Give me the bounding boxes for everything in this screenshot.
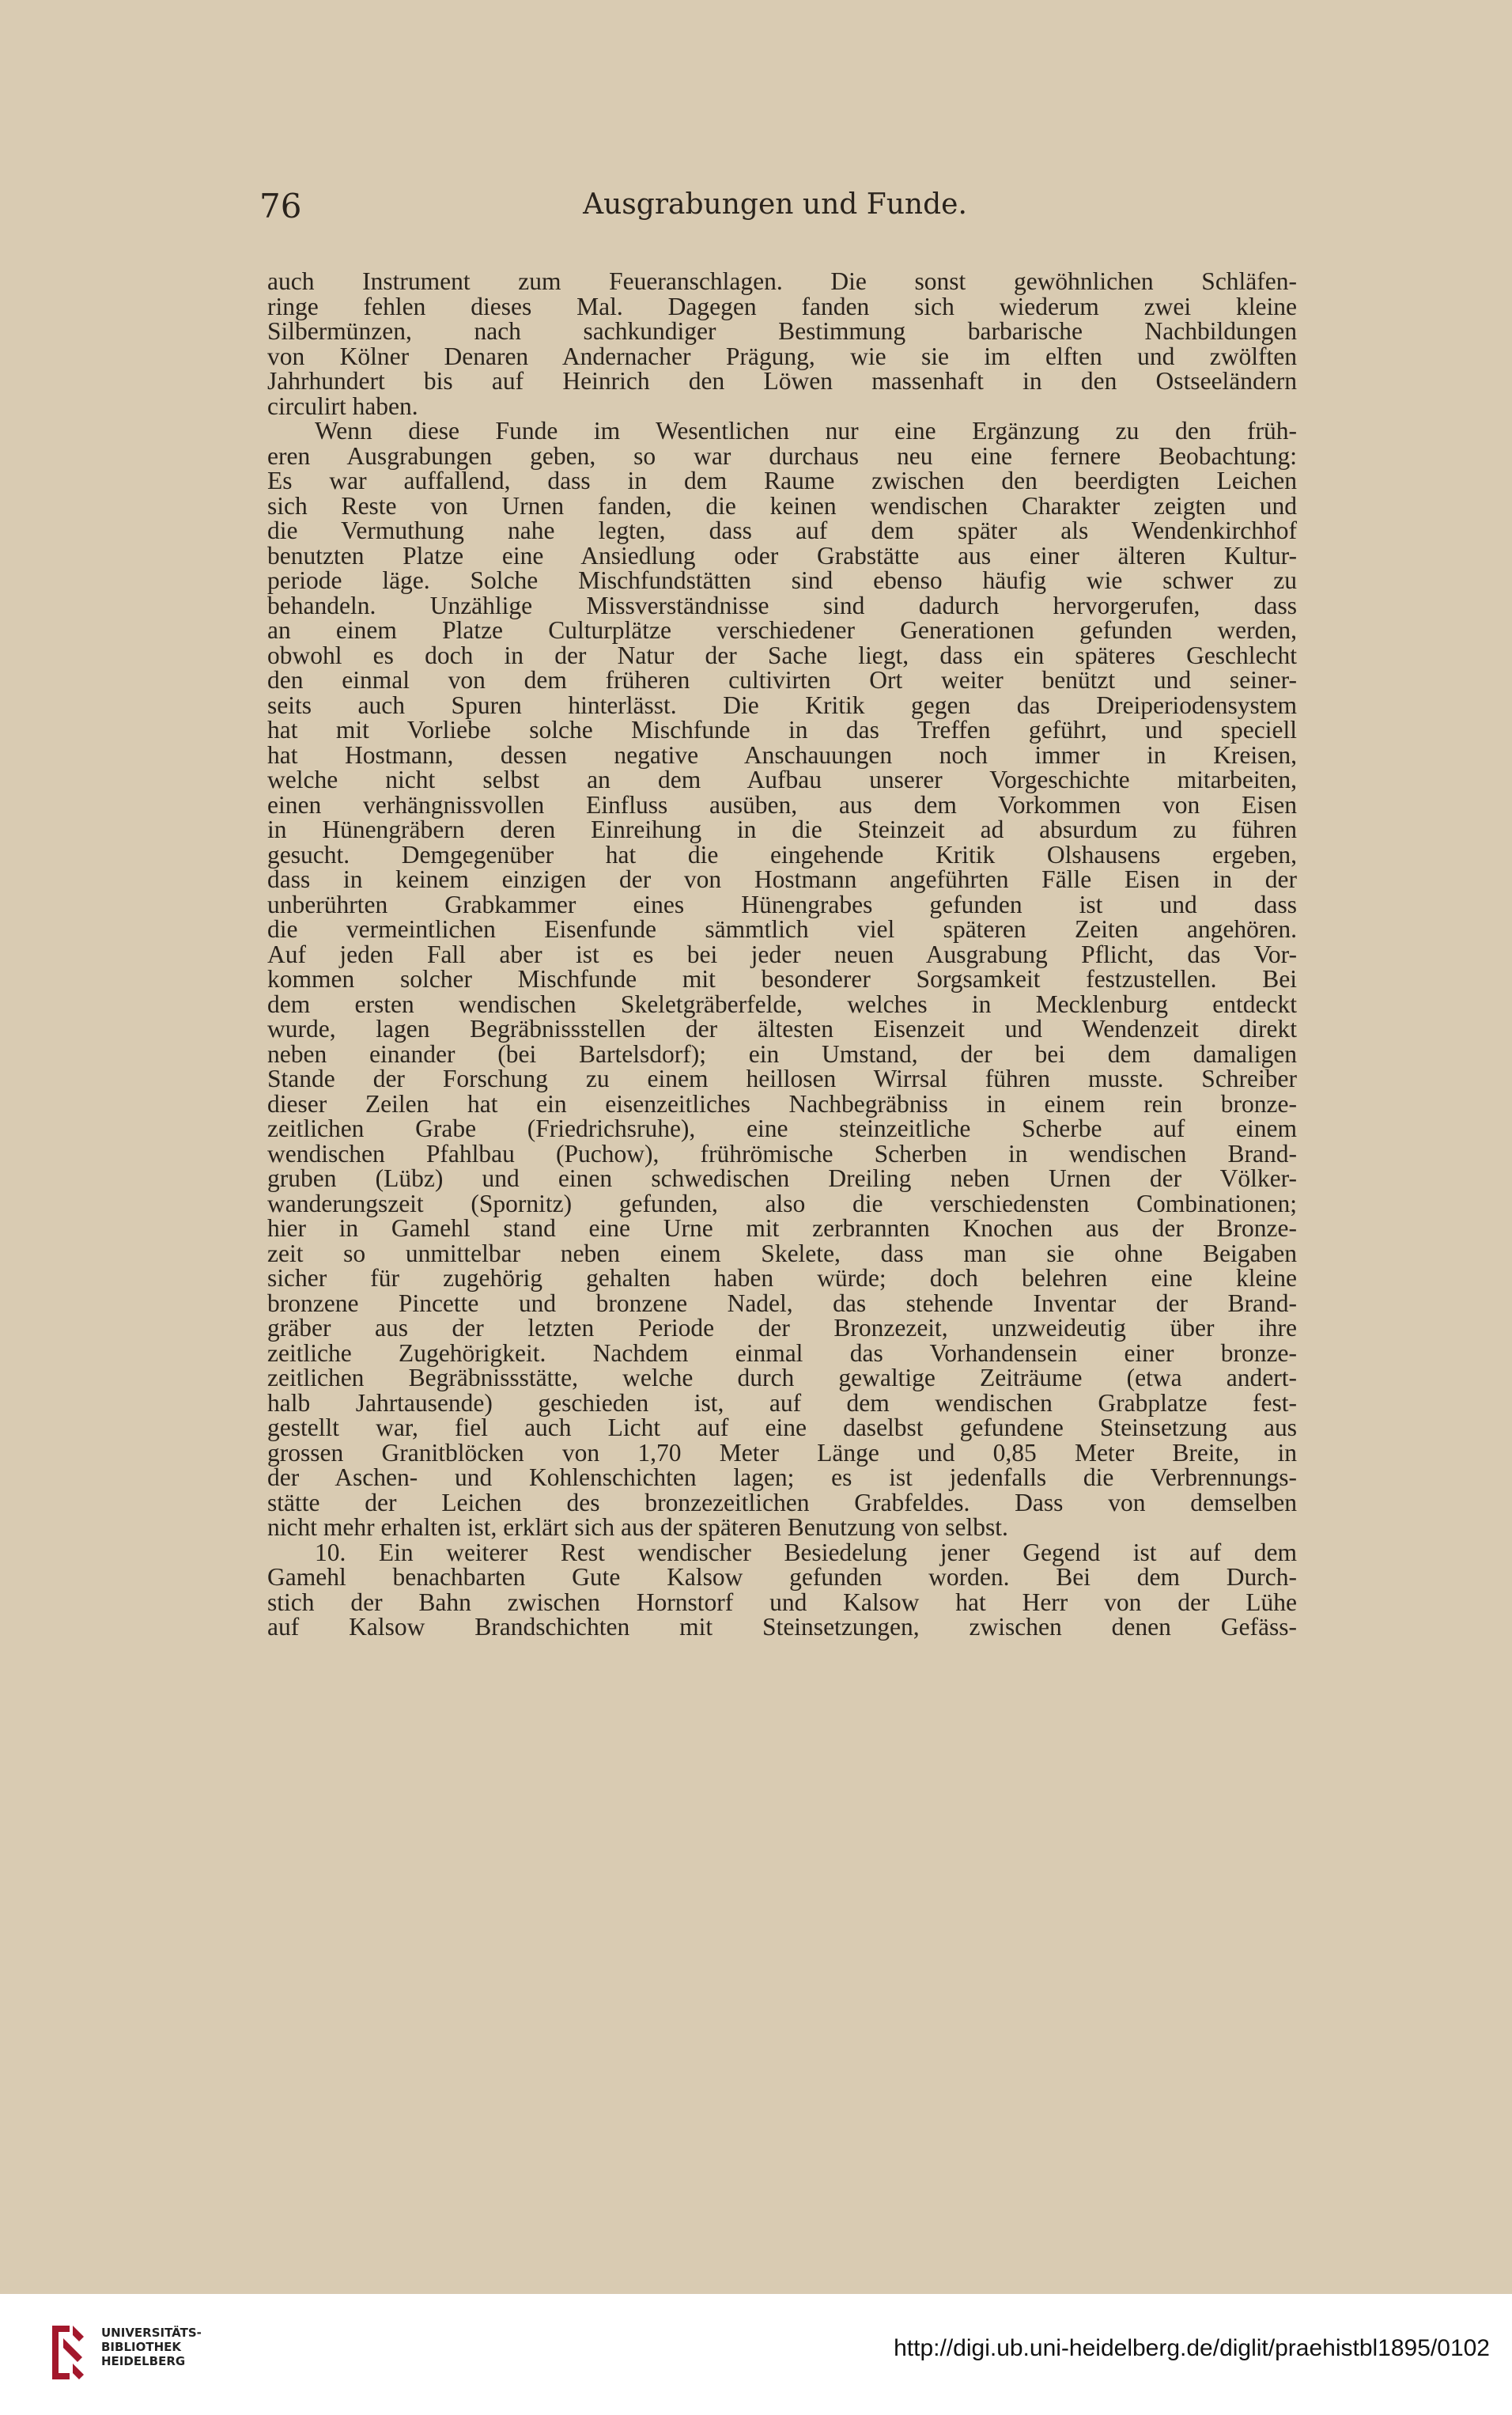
- text-line: seits auch Spuren hinterlässt. Die Kritik gegen das Dreiperiodensystem: [267, 691, 1297, 719]
- text-line: obwohl es doch in der Natur der Sache liegt, dass ein späteres Geschlecht: [267, 641, 1297, 669]
- text-line: ringe fehlen dieses Mal. Dagegen fanden sich wiederum zwei kleine: [267, 292, 1297, 320]
- text-line: zeit so unmittelbar neben einem Skelete, dass man sie ohne Beigaben: [267, 1239, 1297, 1267]
- text-line: dieser Zeilen hat ein eisenzeitliches Nachbegräbniss in einem rein bronze-: [267, 1089, 1297, 1118]
- text-line: die Vermuthung nahe legten, dass auf dem später als Wendenkirchhof: [267, 517, 1297, 544]
- text-line: periode läge. Solche Mischfundstätten sind ebenso häufig wie schwer zu: [267, 566, 1297, 594]
- text-line: Wenn diese Funde im Wesentlichen nur eine Ergänzung zu den früh-: [315, 417, 1297, 445]
- text-line: zeitlichen Begräbnissstätte, welche durch gewaltige Zeiträume (etwa andert-: [267, 1364, 1297, 1391]
- running-title: Ausgrabungen und Funde.: [583, 188, 967, 221]
- text-line: Auf jeden Fall aber ist es bei jeder neuen Ausgrabung Pflicht, das Vor-: [267, 940, 1297, 968]
- text-line: zeitliche Zugehörigkeit. Nachdem einmal das Vorhandensein einer bronze-: [267, 1338, 1297, 1367]
- text-line: Stande der Forschung zu einem heillosen Wirrsal führen musste. Schreiber: [267, 1065, 1297, 1092]
- text-line: grossen Granitblöcken von 1,70 Meter Länge und 0,85 Meter Breite, in: [267, 1438, 1297, 1467]
- text-line: eren Ausgrabungen geben, so war durchaus neu eine fernere Beobachtung:: [267, 441, 1297, 470]
- text-line: Silbermünzen, nach sachkundiger Bestimmung barbarische Nachbildungen: [267, 317, 1297, 345]
- text-line: kommen solcher Mischfunde mit besonderer Sorgsamkeit festzustellen. Bei: [267, 965, 1297, 993]
- text-line: gräber aus der letzten Periode der Bronzezeit, unzweideutig über ihre: [267, 1314, 1297, 1342]
- text-line: wendischen Pfahlbau (Puchow), frührömische Scherben in wendischen Brand-: [267, 1139, 1297, 1168]
- text-line: hat mit Vorliebe solche Mischfunde in das Treffen geführt, und speciell: [267, 716, 1297, 744]
- text-line: hat Hostmann, dessen negative Anschauungen noch immer in Kreisen,: [267, 740, 1297, 769]
- text-line: in Hünengräbern deren Einreihung in die Steinzeit ad absurdum zu führen: [267, 816, 1297, 843]
- library-logo-icon: [46, 2322, 90, 2383]
- text-line: dem ersten wendischen Skeletgräberfelde, welches in Mecklenburg entdeckt: [267, 990, 1297, 1018]
- text-line: unberührten Grabkammer eines Hünengrabes gefunden ist und dass: [267, 890, 1297, 918]
- library-name-line-3: HEIDELBERG: [101, 2354, 186, 2368]
- text-line: bronzene Pincette und bronzene Nadel, das stehende Inventar der Brand-: [267, 1289, 1297, 1317]
- text-line: stich der Bahn zwischen Hornstorf und Kalsow hat Herr von der Lühe: [267, 1588, 1297, 1616]
- text-line: an einem Platze Culturplätze verschiedener Generationen gefunden werden,: [267, 616, 1297, 644]
- text-line: gesucht. Demgegenüber hat die eingehende Kritik Olshausens ergeben,: [267, 840, 1297, 869]
- text-line: welche nicht selbst an dem Aufbau unserer Vorgeschichte mitarbeiten,: [267, 766, 1297, 793]
- text-line: Gamehl benachbarten Gute Kalsow gefunden worden. Bei dem Durch-: [267, 1563, 1297, 1591]
- text-line: hier in Gamehl stand eine Urne mit zerbrannten Knochen aus der Bronze-: [267, 1214, 1297, 1242]
- page-number: 76: [259, 187, 302, 225]
- text-line: benutzten Platze eine Ansiedlung oder Grabstätte aus einer älteren Kultur-: [267, 541, 1297, 570]
- text-line: von Kölner Denaren Andernacher Prägung, wie sie im elften und zwölften: [267, 342, 1297, 370]
- text-line: wanderungszeit (Spornitz) gefunden, also die verschiedensten Combinationen;: [267, 1189, 1297, 1217]
- text-line: wurde, lagen Begräbnissstellen der ältesten Eisenzeit und Wendenzeit direkt: [267, 1015, 1297, 1043]
- text-line: Es war auffallend, dass in dem Raume zwischen den beerdigten Leichen: [267, 467, 1297, 494]
- text-line: halb Jahrtausende) geschieden ist, auf dem wendischen Grabplatze fest-: [267, 1388, 1297, 1417]
- text-line: behandeln. Unzählige Missverständnisse sind dadurch hervorgerufen, dass: [267, 591, 1297, 619]
- text-line: sich Reste von Urnen fanden, die keinen wendischen Charakter zeigten und: [267, 491, 1297, 520]
- footer: [0, 2294, 1512, 2415]
- text-line: der Aschen- und Kohlenschichten lagen; es ist jedenfalls die Verbrennungs-: [267, 1463, 1297, 1491]
- text-line: einen verhängnissvollen Einfluss ausüben, aus dem Vorkommen von Eisen: [267, 790, 1297, 819]
- text-line: gestellt war, fiel auch Licht auf eine daselbst gefundene Steinsetzung aus: [267, 1414, 1297, 1441]
- text-line: Jahrhundert bis auf Heinrich den Löwen massenhaft in den Ostseeländern: [267, 367, 1297, 395]
- body-text: [267, 269, 1297, 1970]
- page-header: [245, 187, 1305, 234]
- text-line: die vermeintlichen Eisenfunde sämmtlich viel späteren Zeiten angehören.: [267, 915, 1297, 943]
- text-line: gruben (Lübz) und einen schwedischen Dreiling neben Urnen der Völker-: [267, 1164, 1297, 1192]
- text-line: sicher für zugehörig gehalten haben würde; doch belehren eine kleine: [267, 1264, 1297, 1292]
- library-name-line-1: UNIVERSITÄTS-: [101, 2326, 202, 2340]
- library-name: [101, 2326, 202, 2368]
- text-line: den einmal von dem früheren cultivirten Ort weiter benützt und seiner-: [267, 666, 1297, 694]
- text-line: 10. Ein weiterer Rest wendischer Besiedelung jener Gegend ist auf dem: [315, 1538, 1297, 1566]
- library-name-line-2: BIBLIOTHEK: [101, 2340, 181, 2354]
- text-line: auf Kalsow Brandschichten mit Steinsetzungen, zwischen denen Gefäss-: [267, 1613, 1297, 1641]
- permalink-url[interactable]: http://digi.ub.uni-heidelberg.de/diglit/praehistbl1895/0102: [894, 2335, 1490, 2361]
- text-line: circulirt haben.: [267, 392, 418, 420]
- text-line: zeitlichen Grabe (Friedrichsruhe), eine steinzeitliche Scherbe auf einem: [267, 1115, 1297, 1142]
- text-line: dass in keinem einzigen der von Hostmann angeführten Fälle Eisen in der: [267, 865, 1297, 893]
- text-line: auch Instrument zum Feueranschlagen. Die sonst gewöhnlichen Schläfen-: [267, 269, 1297, 295]
- text-line: neben einander (bei Bartelsdorf); ein Umstand, der bei dem damaligen: [267, 1039, 1297, 1068]
- text-line: stätte der Leichen des bronzezeitlichen Grabfeldes. Dass von demselben: [267, 1488, 1297, 1516]
- text-line: nicht mehr erhalten ist, erklärt sich aus der späteren Benutzung von selbst.: [267, 1513, 1008, 1541]
